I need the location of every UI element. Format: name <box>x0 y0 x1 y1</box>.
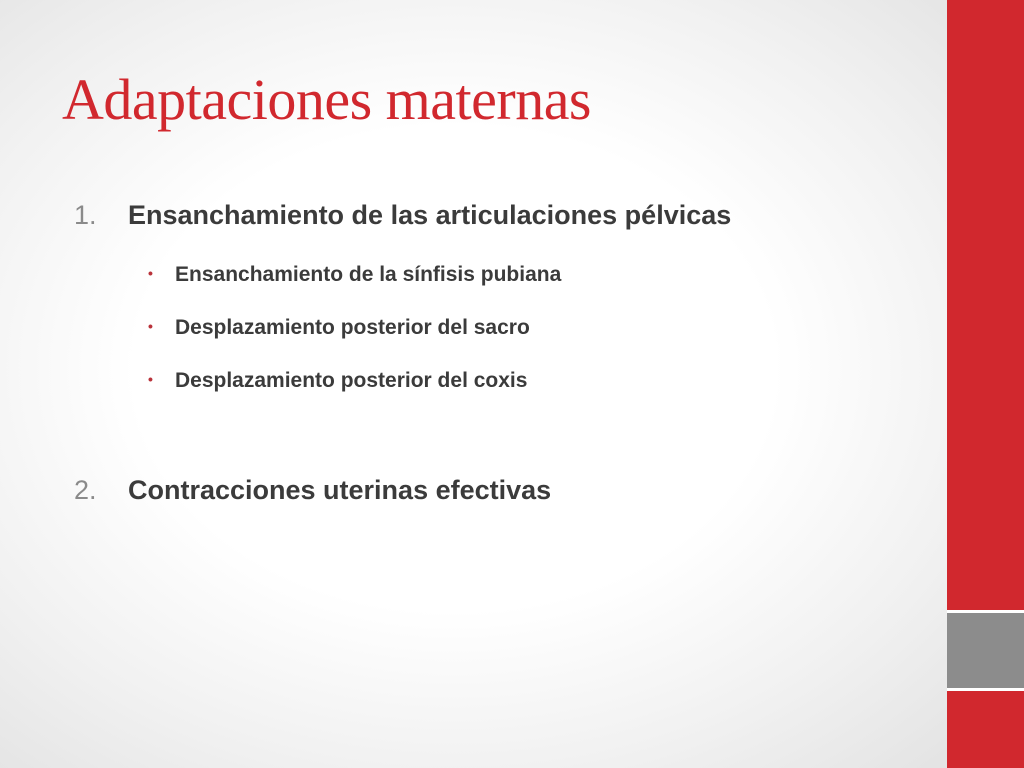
bullet-icon: • <box>148 371 153 387</box>
bullet-text: Desplazamiento posterior del coxis <box>175 369 528 392</box>
accent-bar-red-top <box>947 0 1024 612</box>
bullet-item <box>148 313 530 341</box>
numbered-item-1 <box>74 198 731 232</box>
bullet-text: Ensanchamiento de la sínfisis pubiana <box>175 263 562 286</box>
accent-bar-red-bottom <box>947 689 1024 768</box>
numbered-item-2 <box>74 473 551 507</box>
bullet-item <box>148 366 527 394</box>
accent-bar-divider <box>947 688 1024 691</box>
bullet-icon: • <box>148 265 153 281</box>
accent-bar-divider <box>947 610 1024 613</box>
slide-title: Adaptaciones maternas <box>62 67 592 132</box>
item-number: 1. <box>74 200 97 230</box>
bullet-icon: • <box>148 318 153 334</box>
item-number: 2. <box>74 475 97 505</box>
item-text: Ensanchamiento de las articulaciones pélvicas <box>128 200 732 230</box>
bullet-item <box>148 260 561 288</box>
item-text: Contracciones uterinas efectivas <box>128 475 552 505</box>
bullet-text: Desplazamiento posterior del sacro <box>175 316 530 339</box>
accent-bar-gray <box>947 612 1024 689</box>
